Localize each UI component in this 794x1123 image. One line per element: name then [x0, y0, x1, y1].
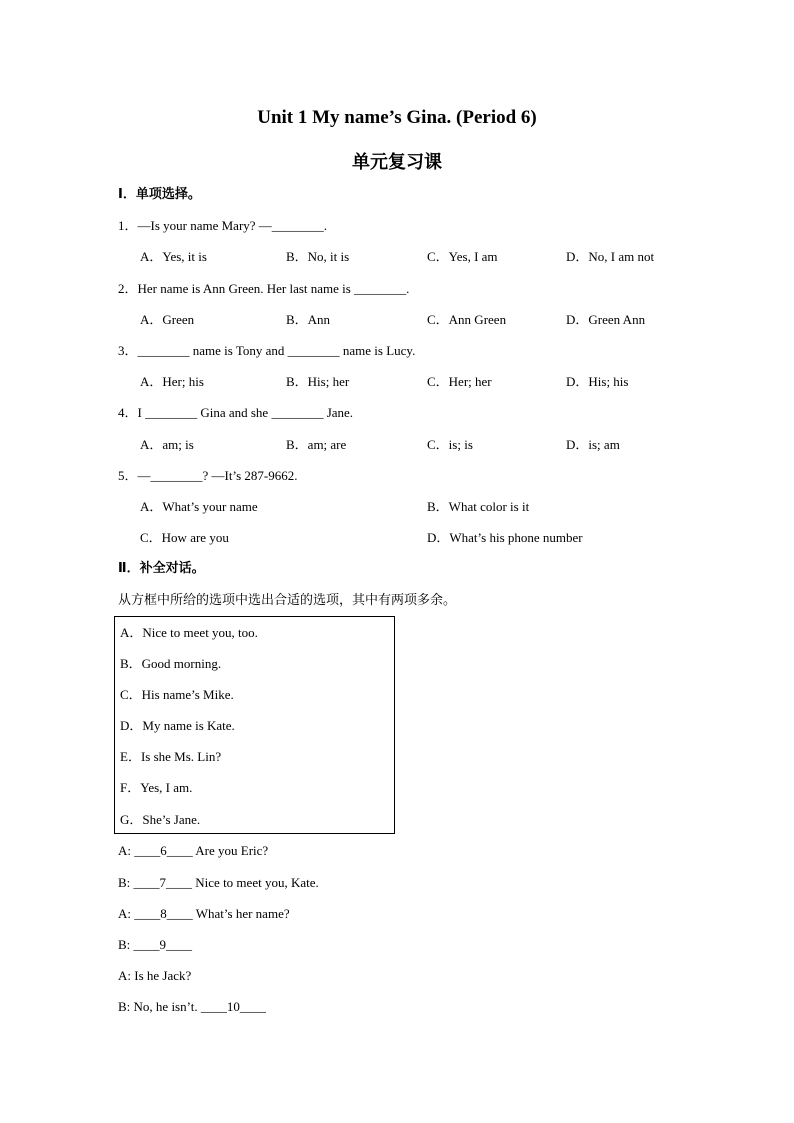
q2-option-c: C．Ann Green	[427, 312, 507, 327]
dialogue-line-3: A: ____8____ What’s her name?	[118, 906, 290, 921]
q5-option-a: A．What’s your name	[140, 499, 258, 514]
dialogue-line-5: A: Is he Jack?	[118, 968, 192, 983]
q4-option-b: B．am; are	[286, 437, 347, 452]
q1-option-c: C．Yes, I am	[427, 249, 498, 264]
page-subtitle: 单元复习课	[352, 152, 442, 173]
dialogue-line-6: B: No, he isn’t. ____10____	[118, 999, 266, 1014]
q3-option-d: D．His; his	[566, 374, 629, 389]
q3-option-c: C．Her; her	[427, 374, 492, 389]
q3-option-a: A．Her; his	[140, 374, 204, 389]
section2-instruction: 从方框中所给的选项中选出合适的选项，其中有两项多余。	[118, 593, 457, 608]
q4-option-d: D．is; am	[566, 437, 620, 452]
q4-option-c: C．is; is	[427, 437, 473, 452]
question-1: 1．—Is your name Mary? —________.	[118, 218, 328, 233]
q5-option-c: C．How are you	[140, 530, 229, 545]
section2-heading: Ⅱ．补全对话。	[118, 561, 205, 576]
question-3: 3．________ name is Tony and ________ name is Lucy.	[118, 343, 416, 358]
question-4: 4．I ________ Gina and she ________ Jane.	[118, 405, 354, 420]
section1-heading: Ⅰ．单项选择。	[118, 187, 201, 202]
dialogue-line-2: B: ____7____ Nice to meet you, Kate.	[118, 875, 319, 890]
q5-option-d: D．What’s his phone number	[427, 530, 583, 545]
dialogue-line-4: B: ____9____	[118, 937, 193, 952]
box-option-f: F．Yes, I am.	[120, 780, 193, 795]
q1-option-a: A．Yes, it is	[140, 249, 207, 264]
q2-option-d: D．Green Ann	[566, 312, 646, 327]
q1-option-b: B．No, it is	[286, 249, 350, 264]
q4-option-a: A．am; is	[140, 437, 194, 452]
q5-option-b: B．What color is it	[427, 499, 530, 514]
question-2: 2．Her name is Ann Green. Her last name is ________.	[118, 281, 410, 296]
box-option-e: E．Is she Ms. Lin?	[120, 749, 222, 764]
q1-option-d: D．No, I am not	[566, 249, 655, 264]
box-option-c: C．His name’s Mike.	[120, 687, 234, 702]
dialogue-line-1: A: ____6____ Are you Eric?	[118, 843, 269, 858]
page-title: Unit 1 My name’s Gina. (Period 6)	[257, 107, 537, 128]
q3-option-b: B．His; her	[286, 374, 350, 389]
box-option-b: B．Good morning.	[120, 656, 222, 671]
question-5: 5．—________? —It’s 287-9662.	[118, 468, 298, 483]
q2-option-a: A．Green	[140, 312, 195, 327]
box-option-g: G．She’s Jane.	[120, 812, 201, 827]
q2-option-b: B．Ann	[286, 312, 331, 327]
box-option-d: D．My name is Kate.	[120, 718, 235, 733]
box-option-a: A．Nice to meet you, too.	[120, 625, 258, 640]
options-box	[114, 616, 395, 834]
